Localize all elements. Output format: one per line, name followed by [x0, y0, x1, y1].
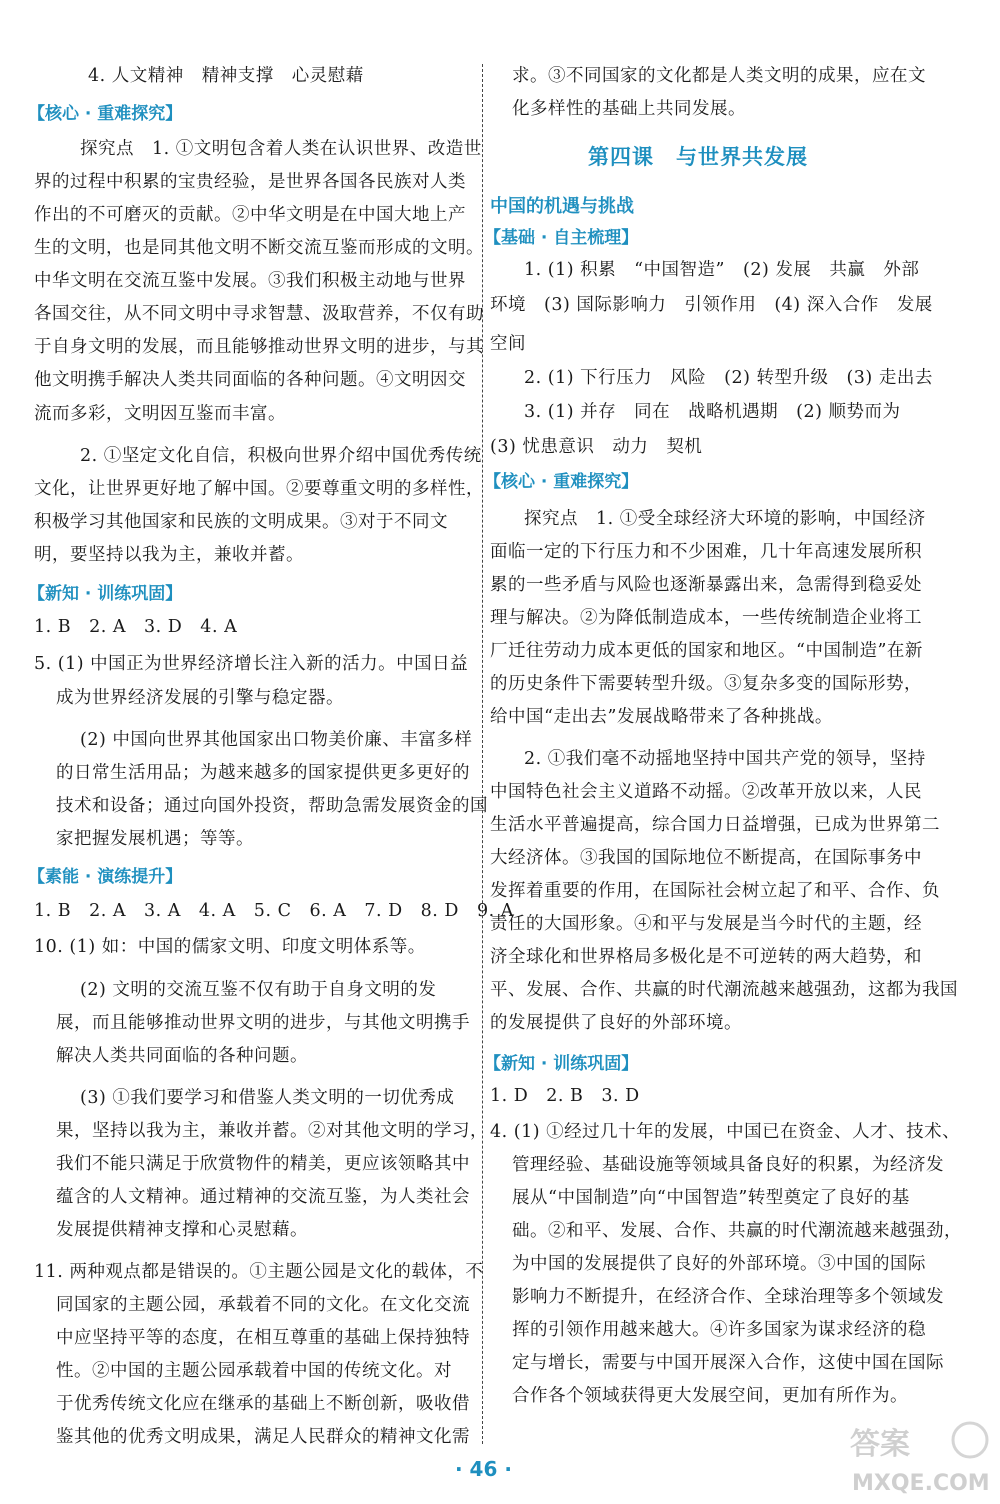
text-line: 果，坚持以我为主，兼收并蓄。②对其他文明的学习， — [56, 1121, 488, 1141]
text-line: 化多样性的基础上共同发展。 — [512, 99, 746, 119]
text-line: 4. (1) ①经过几十年的发展，中国已在资金、人才、技术、 — [490, 1122, 961, 1142]
text-line: (3) ①我们要学习和借鉴人类文明的一切优秀成 — [80, 1088, 455, 1108]
text-line: 他文明携手解决人类共同面临的各种问题。④文明因交 — [34, 370, 466, 390]
text-line: 面临一定的下行压力和不少困难，几十年高速发展所积 — [490, 542, 922, 562]
text-line: 于优秀传统文化应在继承的基础上不断创新，吸收借 — [56, 1394, 470, 1414]
text-line: 解决人类共同面临的各种问题。 — [56, 1046, 308, 1066]
text-line: 的发展提供了良好的外部环境。 — [490, 1013, 742, 1033]
column-divider — [482, 64, 483, 1444]
text-line: 中国特色社会主义道路不动摇。②改革开放以来，人民 — [490, 782, 922, 802]
text-line: 11. 两种观点都是错误的。①主题公园是文化的载体，不 — [34, 1262, 484, 1282]
text-line: 探究点 1. ①受全球经济大环境的影响，中国经济 — [524, 509, 926, 529]
text-line: 界的过程中积累的宝贵经验，是世界各国各民族对人类 — [34, 172, 466, 192]
text-line: 2. ①我们毫不动摇地坚持中国共产党的领导，坚持 — [524, 749, 926, 769]
text-line: (3) 忧患意识 动力 契机 — [490, 437, 703, 457]
watermark-logo — [842, 1418, 992, 1498]
text-line: 厂迁往劳动力成本更低的国家和地区。“中国制造”在新 — [490, 641, 923, 661]
text-line: 管理经验、基础设施等领域具备良好的积累，为经济发 — [512, 1155, 944, 1175]
text-line: 发展提供精神支撑和心灵慰藉。 — [56, 1220, 308, 1240]
text-line: 展，而且能够推动世界文明的进步，与其他文明携手 — [56, 1013, 470, 1033]
text-line: 的日常生活用品；为越来越多的国家提供更多更好的 — [56, 763, 470, 783]
text-line: 蕴含的人文精神。通过精神的交流互鉴，为人类社会 — [56, 1187, 470, 1207]
text-line: 家把握发展机遇；等等。 — [56, 829, 254, 849]
text-line: 明，要坚持以我为主，兼收并蓄。 — [34, 545, 304, 565]
text-line: 的历史条件下需要转型升级。③复杂多变的国际形势， — [490, 674, 922, 694]
text-line: 中应坚持平等的态度，在相互尊重的基础上保持独特 — [56, 1328, 470, 1348]
text-line: 2. (1) 下行压力 风险 (2) 转型升级 (3) 走出去 — [524, 368, 933, 388]
text-line: 求。③不同国家的文化都是人类文明的成果，应在文 — [512, 66, 926, 86]
svg-text:答案: 答案 — [850, 1427, 910, 1462]
lesson-title: 第四课 与世界共发展 — [588, 145, 808, 169]
section-tag: 【核心 · 重难探究】 — [484, 472, 639, 492]
text-line: 同国家的主题公园，承载着不同的文化。在文化交流 — [56, 1295, 470, 1315]
text-line: 为中国的发展提供了良好的外部环境。③中国的国际 — [512, 1254, 926, 1274]
text-line: 定与增长，需要与中国开展深入合作，这使中国在国际 — [512, 1353, 944, 1373]
section-tag: 【素能 · 演练提升】 — [28, 867, 183, 887]
page-number: · 46 · — [455, 1457, 512, 1481]
svg-text:MXQE.COM: MXQE.COM — [852, 1471, 990, 1496]
text-line: 我们不能只满足于欣赏物件的精美，更应该领略其中 — [56, 1154, 470, 1174]
text-line: 成为世界经济发展的引擎与稳定器。 — [56, 688, 344, 708]
text-line: 理与解决。②为降低制造成本，一些传统制造企业将工 — [490, 608, 922, 628]
text-line: 1. (1) 积累 “中国智造” (2) 发展 共赢 外部 — [524, 260, 920, 280]
text-line: 大经济体。③我国的国际地位不断提高，在国际事务中 — [490, 848, 922, 868]
text-line: 空间 — [490, 334, 526, 354]
text-line: 给中国“走出去”发展战略带来了各种挑战。 — [490, 707, 833, 727]
text-line: 影响力不断提升，在经济合作、全球治理等多个领域发 — [512, 1287, 944, 1307]
text-line: 文化，让世界更好地了解中国。②要尊重文明的多样性， — [34, 479, 484, 499]
text-line: 技术和设备；通过向国外投资，帮助急需发展资金的国 — [56, 796, 488, 816]
text-line: 积极学习其他国家和民族的文明成果。③对于不同文 — [34, 512, 448, 532]
text-line: 1. B 2. A 3. D 4. A — [34, 617, 238, 637]
text-line: 累的一些矛盾与风险也逐渐暴露出来，急需得到稳妥处 — [490, 575, 922, 595]
text-line: 性。②中国的主题公园承载着中国的传统文化。对 — [56, 1361, 452, 1381]
text-line: 展从“中国制造”向“中国智造”转型奠定了良好的基 — [512, 1188, 910, 1208]
text-line: 4. 人文精神 精神支撑 心灵慰藉 — [88, 66, 364, 86]
text-line: 济全球化和世界格局多极化是不可逆转的两大趋势，和 — [490, 947, 922, 967]
text-line: 探究点 1. ①文明包含着人类在认识世界、改造世 — [80, 139, 482, 159]
text-line: 合作各个领域获得更大发展空间，更加有所作为。 — [512, 1386, 908, 1406]
section-title: 中国的机遇与挑战 — [490, 196, 634, 217]
text-line: 于自身文明的发展，而且能够推动世界文明的进步，与其 — [34, 337, 484, 357]
section-tag: 【核心 · 重难探究】 — [28, 104, 183, 124]
text-line: 3. (1) 并存 同在 战略机遇期 (2) 顺势而为 — [524, 402, 901, 422]
text-line: 5. (1) 中国正为世界经济增长注入新的活力。中国日益 — [34, 654, 469, 674]
text-line: 10. (1) 如：中国的儒家文明、印度文明体系等。 — [34, 937, 426, 957]
text-line: 发挥着重要的作用，在国际社会树立起了和平、合作、负 — [490, 881, 940, 901]
text-line: 鉴其他的优秀文明成果，满足人民群众的精神文化需 — [56, 1427, 470, 1447]
text-line: 各国交往，从不同文明中寻求智慧、汲取营养，不仅有助 — [34, 304, 484, 324]
section-tag: 【新知 · 训练巩固】 — [28, 584, 183, 604]
text-line: 1. B 2. A 3. A 4. A 5. C 6. A 7. D 8. D 9. A — [34, 901, 514, 921]
text-line: 生活水平普遍提高，综合国力日益增强，已成为世界第二 — [490, 815, 940, 835]
text-line: 挥的引领作用越来越大。④许多国家为谋求经济的稳 — [512, 1320, 926, 1340]
text-line: 中华文明在交流互鉴中发展。③我们积极主动地与世界 — [34, 271, 466, 291]
section-tag: 【基础 · 自主梳理】 — [484, 228, 639, 248]
text-line: 流而多彩，文明因互鉴而丰富。 — [34, 404, 286, 424]
text-line: 生的文明，也是同其他文明不断交流互鉴而形成的文明。 — [34, 238, 484, 258]
text-line: 1. D 2. B 3. D — [490, 1086, 640, 1106]
text-line: 作出的不可磨灭的贡献。②中华文明是在中国大地上产 — [34, 205, 466, 225]
text-line: 平、发展、合作、共赢的时代潮流越来越强劲，这都为我国 — [490, 980, 958, 1000]
text-line: 环境 (3) 国际影响力 引领作用 (4) 深入合作 发展 — [490, 295, 933, 315]
text-line: 责任的大国形象。④和平与发展是当今时代的主题，经 — [490, 914, 922, 934]
text-line: (2) 中国向世界其他国家出口物美价廉、丰富多样 — [80, 730, 473, 750]
text-line: 础。②和平、发展、合作、共赢的时代潮流越来越强劲， — [512, 1221, 962, 1241]
section-tag: 【新知 · 训练巩固】 — [484, 1054, 639, 1074]
text-line: 2. ①坚定文化自信，积极向世界介绍中国优秀传统 — [80, 446, 482, 466]
text-line: (2) 文明的交流互鉴不仅有助于自身文明的发 — [80, 980, 437, 1000]
